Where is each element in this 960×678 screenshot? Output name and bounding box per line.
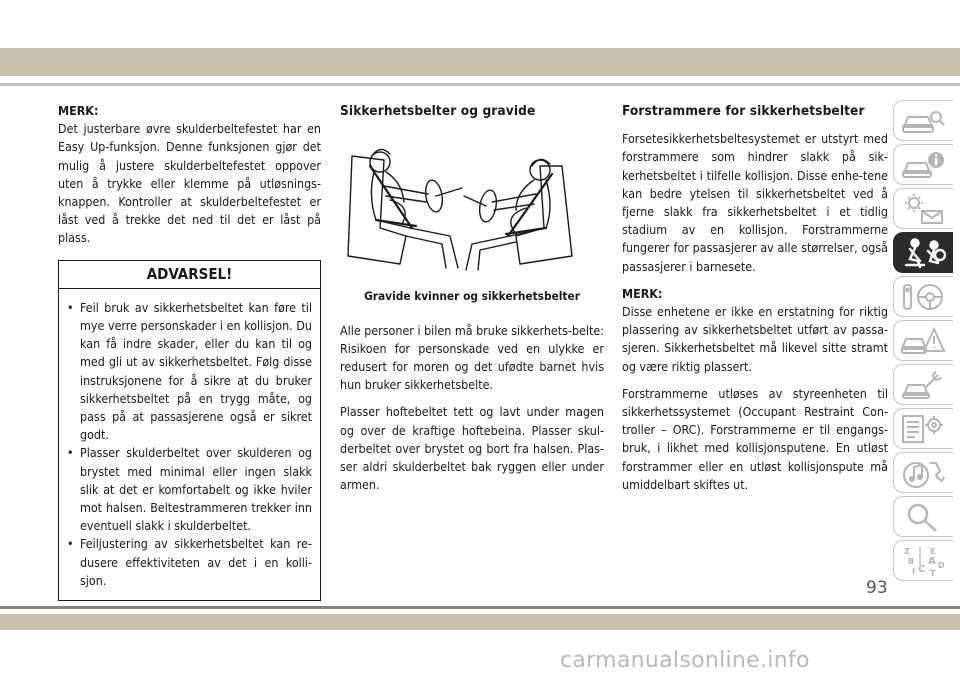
- tab-info[interactable]: [893, 144, 953, 185]
- tab-customer-assistance[interactable]: [893, 496, 953, 537]
- tab-starting-driving[interactable]: [893, 276, 953, 317]
- section-heading-pregnancy: Sikkerhetsbelter og gravide: [340, 103, 536, 119]
- note-label: MERK:: [622, 285, 663, 301]
- warning-item: • Plasser skulderbeltet over skulderen og brystet med minimal eller ingen slakk slik at det er komfortabelt og ikke hviler mot halsen. Beltestrammeren trekker inn eventuell slakk i skulderbeltet.: [67, 444, 312, 535]
- car-warning-icon: [900, 325, 946, 357]
- column-left: [58, 102, 321, 601]
- warning-list: [59, 289, 320, 600]
- magnifier-icon: [900, 501, 946, 533]
- section-heading-pretensioners: Forstrammere for sikkerhetsbelter: [622, 103, 865, 119]
- wrench-car-icon: [900, 369, 946, 401]
- top-decor-band: [0, 48, 960, 76]
- paragraph: Alle personer i bilen må bruke sikkerhets-belte: Risikoen for personskade ved en ulykke er redusert for moren og det ufødte barnet hvis hun bruker sikkerhetsbelte.: [340, 322, 604, 393]
- car-search-icon: [900, 105, 946, 137]
- warning-item: • Feil bruk av sikkerhetsbeltet kan føre til mye verre personskader i en kollisjon. Du kan få indre skader, eller du kan til og med gli ut av sikkerhetsbeltet. Følg disse instruksjonene for å sikre at du bruker sikkerhetsbeltet på en trygg måte, og pass på at passasjerene også er sikret godt.: [67, 299, 312, 445]
- svg-text:I: I: [912, 567, 915, 576]
- column-right: [622, 102, 888, 503]
- pregnant-women-seatbelt-illustration: [340, 136, 604, 276]
- tab-index[interactable]: [893, 540, 953, 581]
- tab-safety[interactable]: [893, 232, 953, 273]
- bottom-decor-line: [0, 606, 960, 609]
- note-label: MERK:: [58, 103, 99, 118]
- page-number: 93: [866, 578, 888, 598]
- bottom-decor-band: [0, 614, 960, 630]
- paragraph: Forsetesikkerhetsbeltesystemet er utstyrt med forstrammere som hindrer slakk på sik-kerhetsbeltet i tilfelle kollisjon. Disse enhe-tene kan bedre ytelsen til sikkerhetsbeltet ved å fjerne slakk fra sikkerhetsbeltet i et tidlig stadium av en kollisjon. Forstrammerne fungerer for passasjerer av alle størrelser, også passasjerer i barnesete.: [622, 131, 888, 274]
- checklist-gear-icon: [900, 413, 946, 445]
- tab-multimedia[interactable]: [893, 452, 953, 493]
- svg-text:D: D: [938, 561, 945, 570]
- tab-specifications[interactable]: [893, 408, 953, 449]
- note-text: Disse enhetene er ikke en erstatning for riktig plassering av sikkerhetsbeltet utført av passa-sjeren. Sikkerhetsbeltet må likevel sitte stramt og være riktig plassert.: [622, 304, 888, 374]
- tab-emergency[interactable]: [893, 320, 953, 361]
- seatbelt-airbag-icon: [900, 237, 946, 269]
- info-icon: [900, 149, 946, 181]
- warning-item: • Feiljustering av sikkerhetsbeltet kan re-dusere effektiviteten av det i en kolli-sjon.: [67, 535, 312, 590]
- paragraph: Forstrammerne utløses av styreenheten til sikkerhetssystemet (Occupant Restraint Con-troller – ORC). Forstrammerne er til engangs-bruk, i likhet med kollisjonsputene. En utløst forstrammer eller en utløst kollisjonspute må umiddelbart skiftes ut.: [622, 385, 888, 492]
- warning-lights-mail-icon: [900, 193, 946, 225]
- chapter-tabs: [893, 100, 955, 584]
- watermark: carmanualsonline.info: [560, 648, 810, 673]
- tab-warning-lights[interactable]: [893, 188, 953, 229]
- steering-wheel-key-icon: [900, 281, 946, 313]
- svg-text:C: C: [918, 564, 926, 575]
- svg-text:A: A: [928, 556, 936, 567]
- warning-box: [58, 260, 321, 601]
- music-phone-icon: [900, 457, 946, 489]
- note-text: Det justerbare øvre skulderbeltefestet har en Easy Up-funksjon. Denne funksjonen gjør det mulig å justere skulderbeltefestet oppover uten å trykke eller klemme på utløsnings-knappen. Kontroller at skulderbeltefestet er låst ved å trekke det ned til det er låst på plass.: [58, 121, 321, 246]
- illustration-caption: Gravide kvinner og sikkerhetsbelter: [364, 289, 580, 304]
- column-middle: [340, 102, 604, 503]
- tab-service[interactable]: [893, 364, 953, 405]
- top-decor-line: [0, 83, 960, 86]
- tab-car-overview[interactable]: [893, 100, 953, 141]
- warning-title: ADVARSEL!: [59, 261, 320, 289]
- svg-text:B: B: [908, 557, 915, 566]
- svg-text:Z: Z: [904, 547, 910, 556]
- svg-text:T: T: [930, 569, 936, 577]
- index-letters-icon: [900, 545, 946, 577]
- paragraph: Plasser hoftebeltet tett og lavt under magen og over de kraftige hoftebeina. Plasser skul-derbeltet over brystet og bort fra halsen. Plas-ser aldri skulderbeltet bak ryggen eller under armen.: [340, 404, 604, 493]
- svg-text:E: E: [930, 547, 936, 556]
